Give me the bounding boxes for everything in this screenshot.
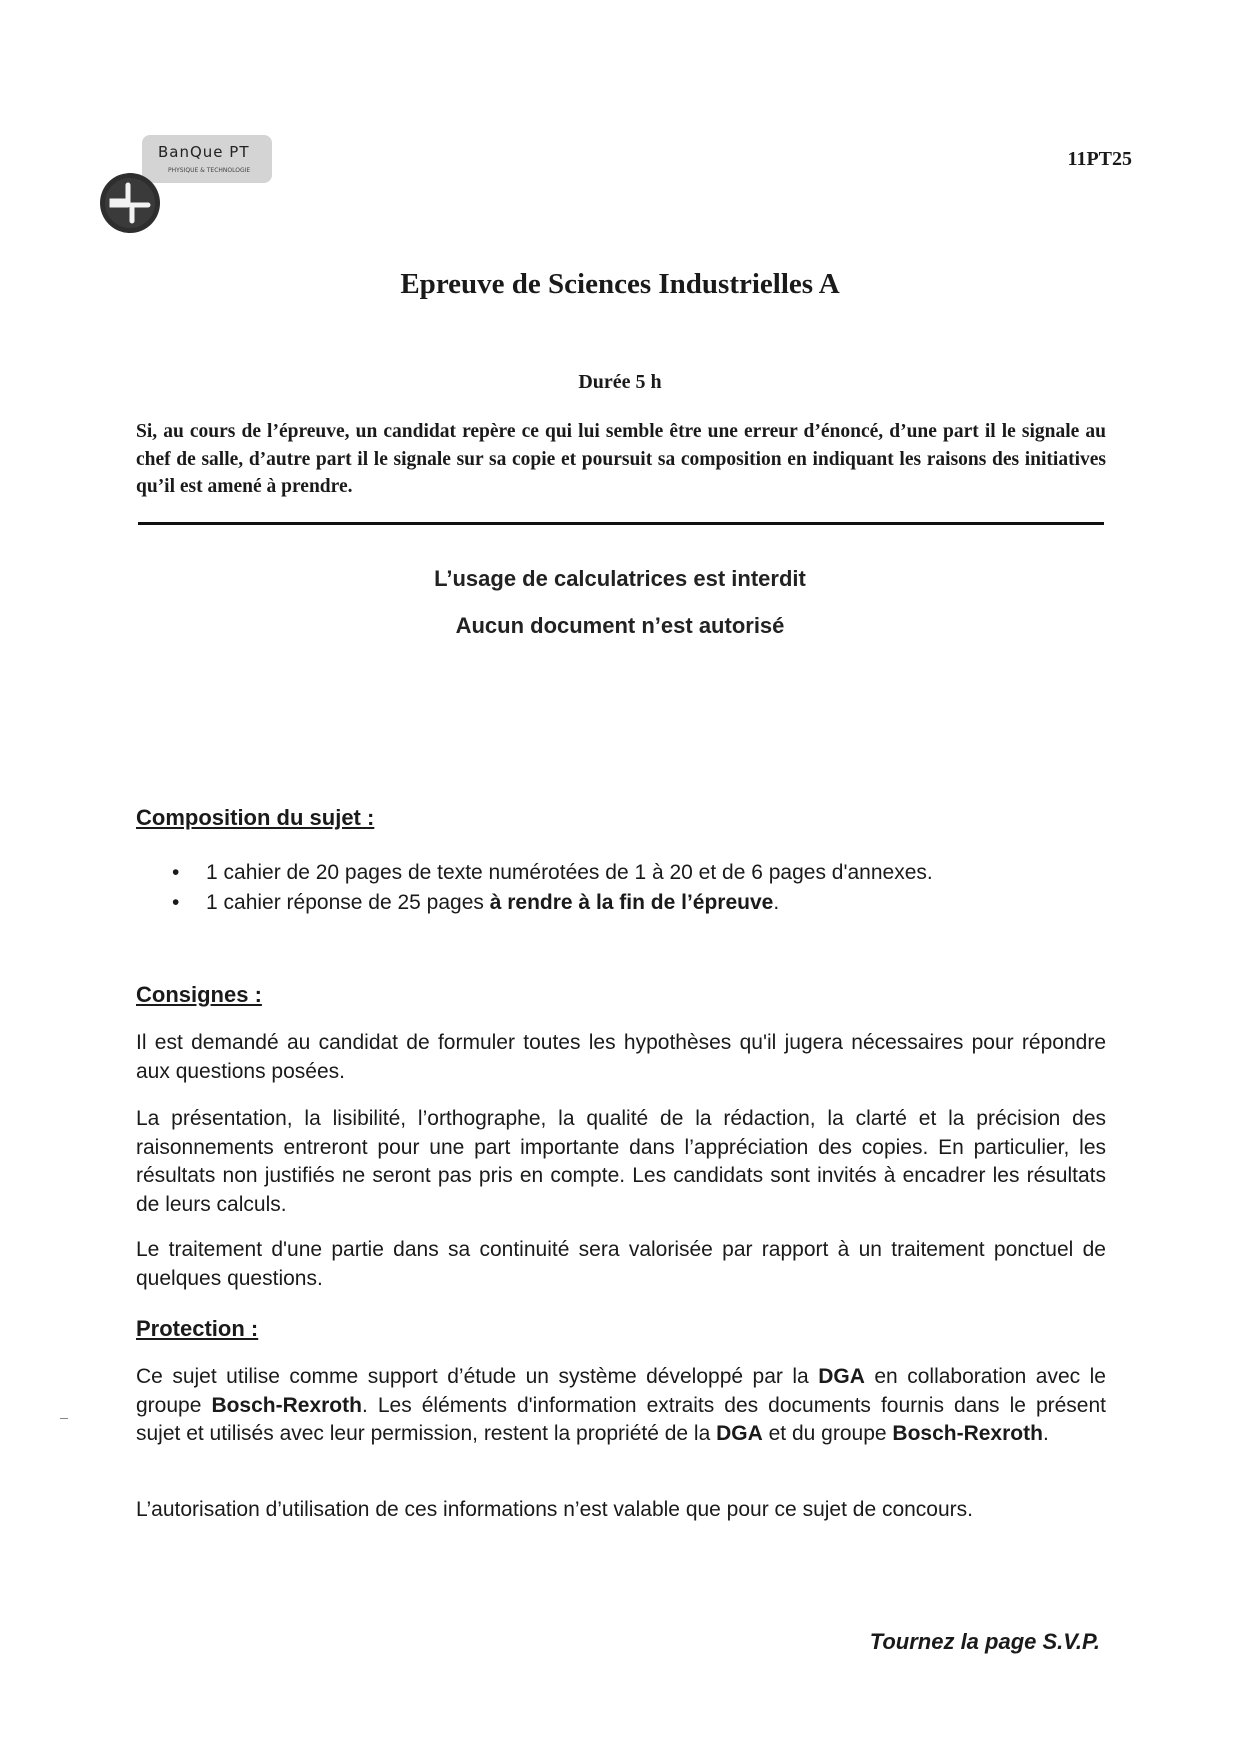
text-run: . [1042,1422,1049,1445]
scan-mark [60,1418,68,1419]
consignes-heading: Consignes : [136,982,262,1007]
composition-item-2-emphasis: à rendre à la fin de l’épreuve [489,891,774,914]
list-item [136,858,1116,888]
turn-page-note: Tournez la page S.V.P. [869,1629,1100,1654]
exam-duration: Durée 5 h [578,371,662,393]
text-run: . Les éléments d'information extraits des documents fournis dans le présent sujet et utilisés avec leur permission, restent la propriété de la [136,1393,1107,1445]
dga-emphasis: DGA [818,1365,865,1388]
list-item [136,888,1116,918]
logo-circle-icon [98,171,162,235]
logo-name: BanQue PT [158,143,250,161]
exam-code: 11PT25 [1067,148,1132,170]
protection-paragraph-2: L’autorisation d’utilisation de ces informations n’est valable que pour ce sujet de concours. [136,1498,973,1521]
composition-heading: Composition du sujet : [136,805,375,830]
error-notice: Si, au cours de l’épreuve, un candidat repère ce qui lui semble être une erreur d’énoncé, d’une part il le signale au chef de salle, d’autre part il le signale sur sa copie et poursuit sa composition en indiquant les raisons des initiatives qu’il est amené à prendre. [136,421,1106,497]
dga-emphasis: DGA [716,1422,763,1445]
protection-heading: Protection : [136,1316,259,1341]
bosch-emphasis: Bosch-Rexroth [211,1393,362,1417]
calculator-rule: L’usage de calculatrices est interdit [434,566,806,591]
banque-pt-logo [98,135,288,235]
bosch-emphasis: Bosch-Rexroth [892,1422,1043,1445]
composition-item-2-suffix: . [773,891,780,914]
composition-item-2-prefix: 1 cahier réponse de 25 pages [206,891,490,914]
consignes-paragraph-1: Il est demandé au candidat de formuler toutes les hypothèses qu'il jugera nécessaires pour répondre aux questions posées. [136,1031,1106,1083]
divider [138,522,1104,525]
protection-paragraph-1 [136,1363,1106,1449]
text-run: Ce sujet utilise comme support d’étude un système développé par la [136,1365,819,1388]
text-run: en collaboration avec le groupe [136,1365,1106,1417]
text-run: et du groupe [762,1422,893,1445]
bullet-icon: • [172,861,180,884]
composition-item-1: 1 cahier de 20 pages de texte numérotées de 1 à 20 et de 6 pages d'annexes. [206,861,933,884]
composition-list [136,858,1116,918]
logo-subtitle: PHYSIQUE & TECHNOLOGIE [168,167,251,174]
bullet-icon: • [172,891,180,914]
page-title: Epreuve de Sciences Industrielles A [400,268,840,300]
consignes-paragraph-3: Le traitement d'une partie dans sa continuité sera valorisée par rapport à un traitement ponctuel de quelques questions. [136,1238,1106,1290]
consignes-paragraph-2: La présentation, la lisibilité, l’orthographe, la qualité de la rédaction, la clarté et la précision des raisonnements entreront pour une part importante dans l’appréciation des copies. En particulier, les résultats non justifiés ne seront pas pris en compte. Les candidats sont invités à encadrer les résultats de leurs calculs. [136,1107,1106,1216]
document-rule: Aucun document n’est autorisé [455,613,785,638]
